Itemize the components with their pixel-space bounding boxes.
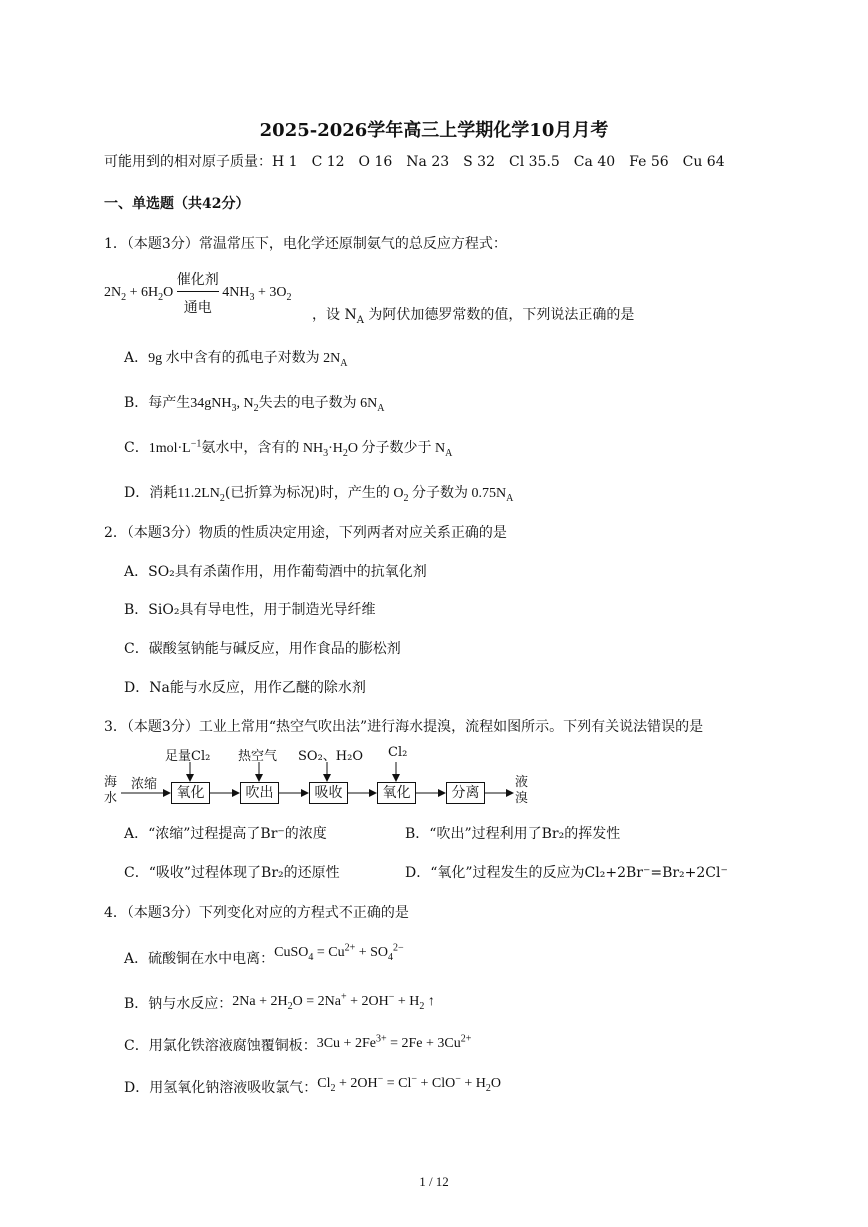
flow-box-oxidize-1: 氧化 (171, 782, 210, 804)
q4-option-a: A．硫酸铜在水中电离：CuSO$_4$ = $Cu^{2+} + SO_4^{2-}$ (124, 942, 404, 967)
q1-option-c: C．$1mol\cdot L^{-1}$氨水中，含有的 $NH_3\cdot H_2O$ 分子数少于 $N_A$ (124, 438, 453, 459)
q1-catalyst-label: 催化剂 (176, 272, 219, 288)
q1-stem: 1．（本题3分）常温常压下，电化学还原制氨气的总反应方程式： (104, 236, 507, 252)
q2-option-d: D．Na能与水反应，用作乙醚的除水剂 (124, 680, 366, 696)
q1-equation: $2N_2 + 6H_2O$ 催化剂 通电 $4NH_3 + 3O_2$ (104, 285, 292, 301)
atomic-masses: 可能用到的相对原子质量：H 1 C 12 O 16 Na 23 S 32 Cl 35.5 Ca 40 Fe 56 Cu 64 (104, 154, 725, 170)
q3-stem: 3．（本题3分）工业上常用“热空气吹出法”进行海水提溴，流程如图所示。下列有关说法错误的是 (104, 719, 704, 735)
flow-box-absorb: 吸收 (309, 782, 348, 804)
q1-condition-label: 通电 (183, 300, 212, 316)
q1-tail: ，设 $N_A$ 为阿伏加德罗常数的值，下列说法正确的是 (312, 307, 635, 326)
flow-input-1: 足量Cl₂ (165, 749, 211, 764)
flow-box-oxidize-2: 氧化 (377, 782, 416, 804)
flow-input-2: 热空气 (238, 749, 278, 764)
q3-option-d: D．“氧化”过程发生的反应为Cl₂+2Br⁻=Br₂+2Cl⁻ (405, 865, 728, 881)
flow-input-4: Cl₂ (388, 745, 408, 760)
q3-option-c: C．“吸收”过程体现了Br₂的还原性 (124, 865, 340, 881)
flow-end: 液溴 (515, 775, 529, 806)
flow-box-separate: 分离 (446, 782, 485, 804)
page-title: 2025-2026学年高三上学期化学10月月考 (259, 120, 609, 141)
q1-option-d: D．消耗$11.2LN_2$(已折算为标况)时，产生的 $O_2$ 分子数为 $0.75N_A$ (124, 485, 514, 504)
q1-option-a: A．9g 水中含有的孤电子对数为 $2N_A$ (124, 350, 348, 369)
q4-option-b: B．钠与水反应：$2Na + 2H_2O = 2Na^+ + 2OH^- + H_2$ ↑ (124, 991, 435, 1012)
q4-option-c: C．用氯化铁溶液腐蚀覆铜板：$3Cu + 2Fe^{3+} = 2Fe + 3Cu^{2+}$ (124, 1033, 472, 1054)
page-number: 1 / 12 (419, 1174, 449, 1189)
q4-stem: 4．（本题3分）下列变化对应的方程式不正确的是 (104, 905, 409, 921)
flow-concentrate: 浓缩 (131, 777, 158, 792)
q2-stem: 2．（本题3分）物质的性质决定用途，下列两者对应关系正确的是 (104, 525, 507, 541)
section-heading: 一、单选题（共42分） (104, 196, 250, 212)
flow-box-blow: 吹出 (240, 782, 279, 804)
flow-input-3: SO₂、H₂O (298, 749, 363, 764)
q2-option-b: B．SiO₂具有导电性，用于制造光导纤维 (124, 602, 376, 618)
q4-option-d: D．用氢氧化钠溶液吸收氯气：$Cl_2 + 2OH^- = Cl^- + ClO^- + H_2O$ (124, 1073, 502, 1096)
q2-option-a: A．SO₂具有杀菌作用，用作葡萄酒中的抗氧化剂 (124, 564, 427, 580)
q3-option-b: B．“吹出”过程利用了Br₂的挥发性 (405, 826, 621, 842)
q1-option-b: B．每产生34gNH$_3$, $N_2$失去的电子数为 $6N_A$ (124, 395, 385, 414)
q2-option-c: C．碳酸氢钠能与碱反应，用作食品的膨松剂 (124, 641, 401, 657)
q3-option-a: A．“浓缩”过程提高了Br⁻的浓度 (124, 826, 327, 842)
flow-start: 海水 (104, 775, 118, 806)
